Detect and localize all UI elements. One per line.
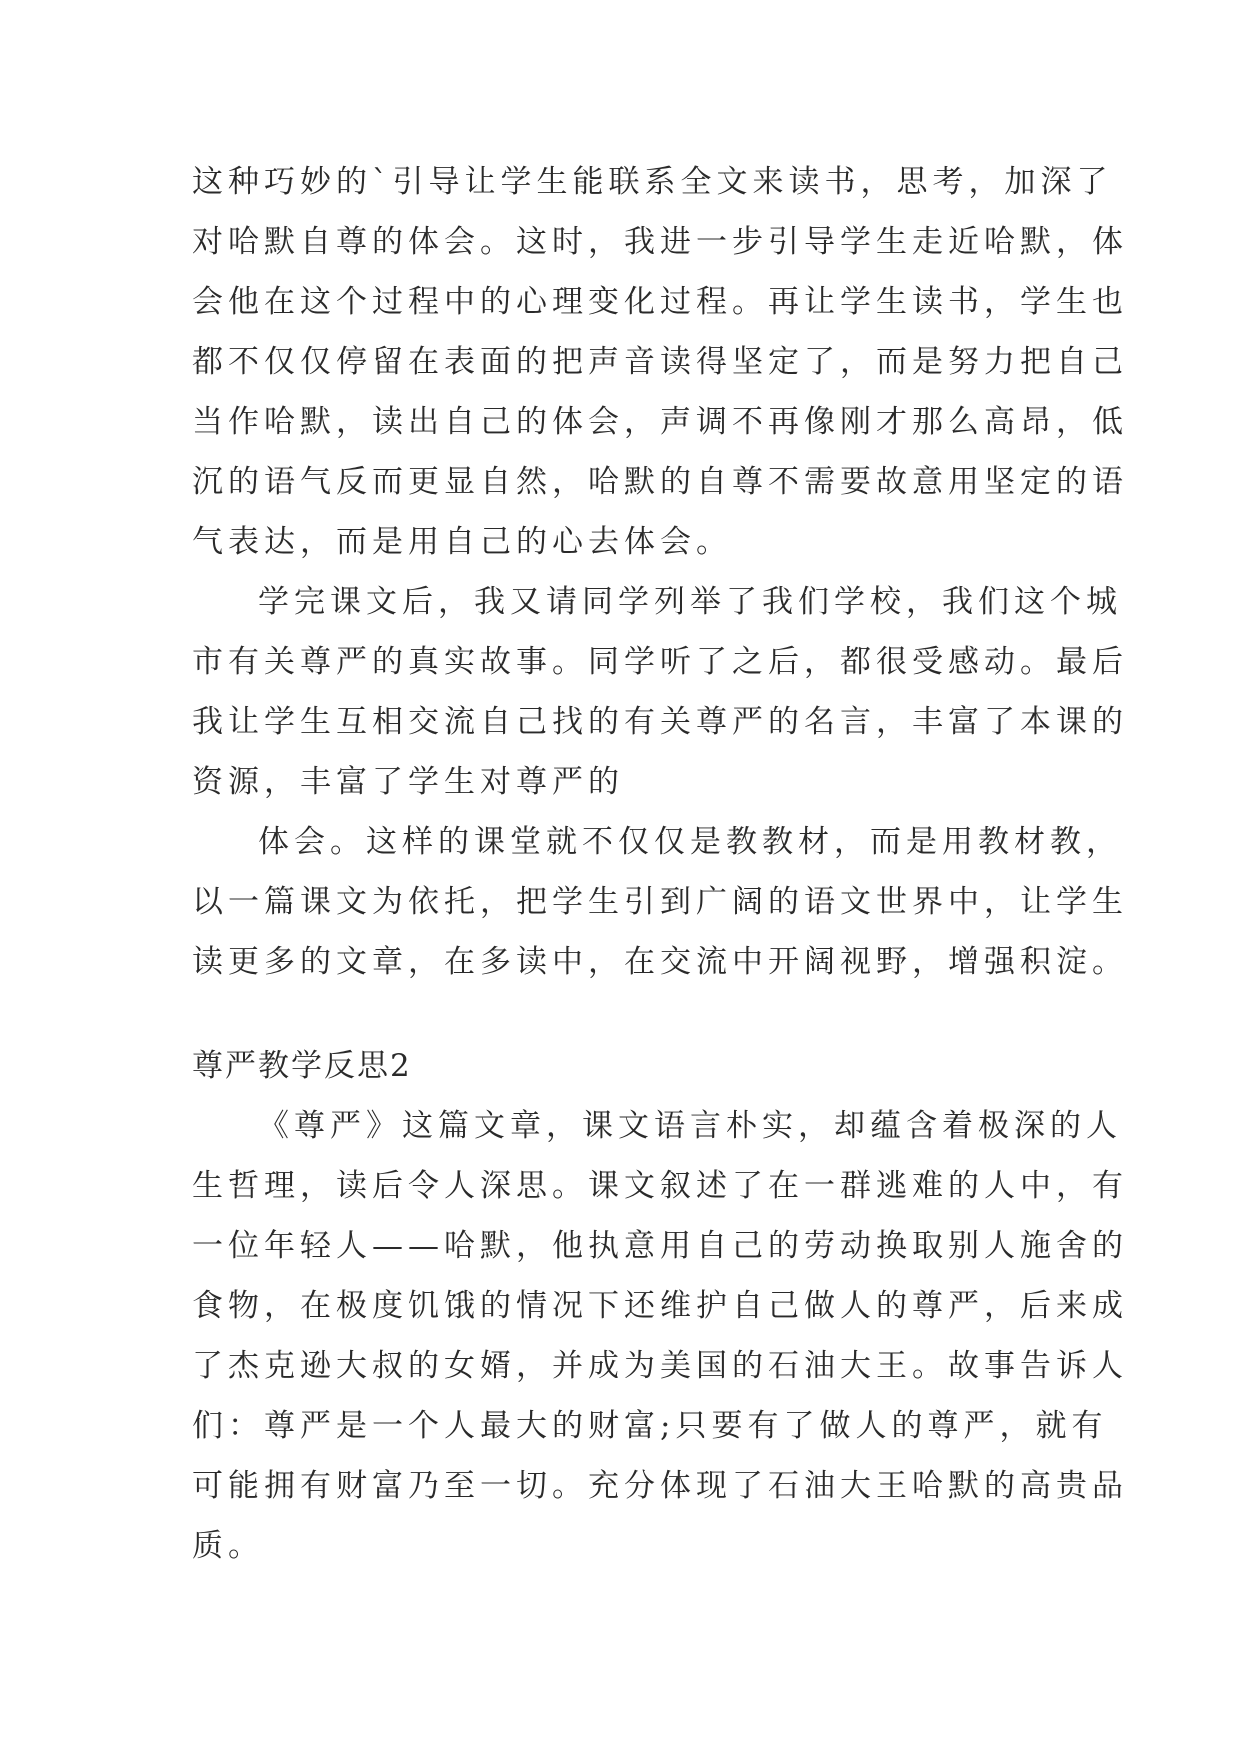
text-line: 了杰克逊大叔的女婿，并成为美国的石油大王。故事告诉人 xyxy=(192,1348,1128,1384)
text-line: 读更多的文章，在多读中，在交流中开阔视野，增强积淀。 xyxy=(192,944,1128,980)
text-line: 气表达，而是用自己的心去体会。 xyxy=(192,524,732,560)
text-line: 质。 xyxy=(192,1528,264,1564)
text-line: 我让学生互相交流自己找的有关尊严的名言，丰富了本课的 xyxy=(192,704,1128,740)
text-line: 以一篇课文为依托，把学生引到广阔的语文世界中，让学生 xyxy=(192,884,1128,920)
text-line: 可能拥有财富乃至一切。充分体现了石油大王哈默的高贵品 xyxy=(192,1468,1128,1504)
text-line: 一位年轻人——哈默，他执意用自己的劳动换取别人施舍的 xyxy=(192,1228,1128,1264)
paragraph-first-line: 学完课文后，我又请同学列举了我们学校，我们这个城 xyxy=(258,584,1122,620)
section-heading: 尊严教学反思2 xyxy=(192,1048,412,1084)
text-line: 们：尊严是一个人最大的财富;只要有了做人的尊严，就有 xyxy=(192,1408,1108,1444)
text-line: 沉的语气反而更显自然，哈默的自尊不需要故意用坚定的语 xyxy=(192,464,1128,500)
paragraph-first-line: 《尊严》这篇文章，课文语言朴实，却蕴含着极深的人 xyxy=(258,1108,1122,1144)
text-line: 会他在这个过程中的心理变化过程。再让学生读书，学生也 xyxy=(192,284,1128,320)
text-line: 当作哈默，读出自己的体会，声调不再像刚才那么高昂，低 xyxy=(192,404,1128,440)
text-line: 食物，在极度饥饿的情况下还维护自己做人的尊严，后来成 xyxy=(192,1288,1128,1324)
text-line: 生哲理，读后令人深思。课文叙述了在一群逃难的人中，有 xyxy=(192,1168,1128,1204)
text-line: 都不仅仅停留在表面的把声音读得坚定了，而是努力把自己 xyxy=(192,344,1128,380)
paragraph-first-line: 体会。这样的课堂就不仅仅是教教材，而是用教材教， xyxy=(258,824,1122,860)
text-line: 市有关尊严的真实故事。同学听了之后，都很受感动。最后 xyxy=(192,644,1128,680)
text-line: 资源，丰富了学生对尊严的 xyxy=(192,764,624,800)
text-line: 这种巧妙的`引导让学生能联系全文来读书，思考，加深了 xyxy=(192,164,1113,200)
text-line: 对哈默自尊的体会。这时，我进一步引导学生走近哈默，体 xyxy=(192,224,1128,260)
